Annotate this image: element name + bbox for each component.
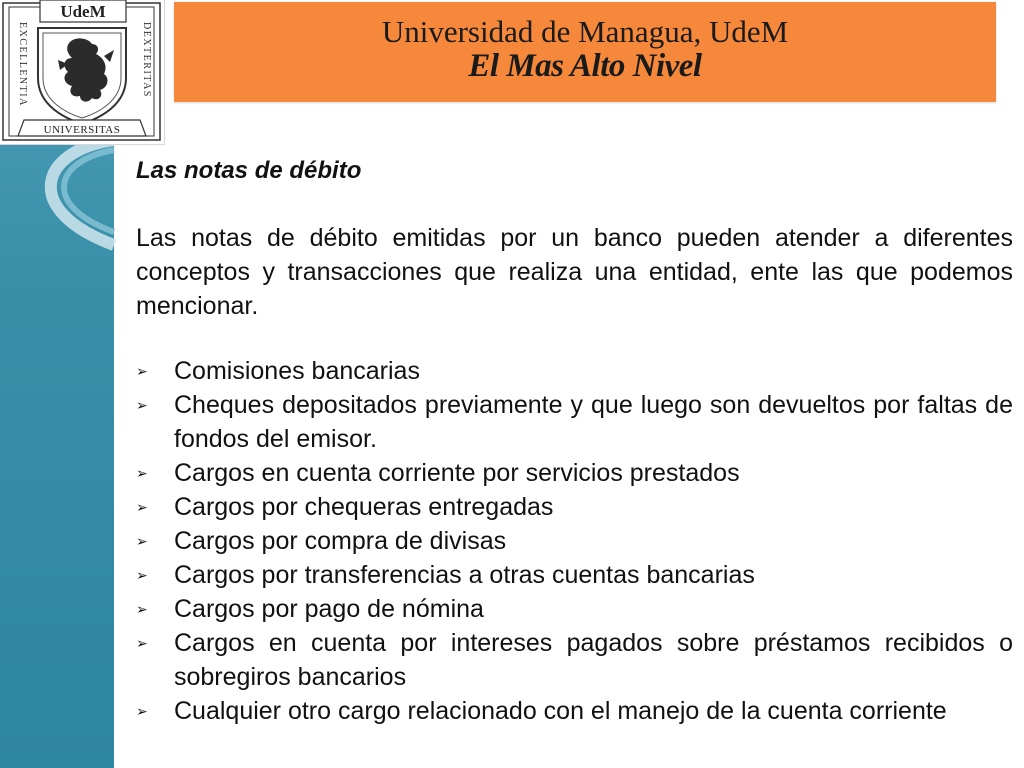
arrow-bullet-icon: ➢ [136,465,148,481]
arrow-bullet-icon: ➢ [136,533,148,549]
svg-text:UdeM: UdeM [60,2,106,21]
slide-content [136,152,1013,728]
arrow-bullet-icon: ➢ [136,363,148,379]
logo-left-text: EXCELLENTIA [17,22,28,107]
list-item [136,388,1013,456]
arrow-bullet-icon: ➢ [136,703,148,719]
list-item [136,354,1013,388]
list-item-text: Cargos en cuenta corriente por servicios prestados [174,459,740,487]
list-item [136,456,1013,490]
university-title: Universidad de Managua, UdeM [381,14,789,49]
arrow-bullet-icon: ➢ [136,601,148,617]
logo-right-text: DEXTERITAS [141,22,152,98]
list-item [136,592,1013,626]
list-item [136,694,1013,728]
list-item-text: Cargos por pago de nómina [174,595,484,623]
list-item [136,490,1013,524]
list-item [136,558,1013,592]
header-banner [174,2,996,102]
intro-paragraph: Las notas de débito emitidas por un banco pueden atender a diferentes conceptos y transacciones que realiza una entidad, ente las que podemos mencionar. [136,224,1013,320]
university-motto: El Mas Alto Nivel [468,48,702,84]
logo-bottom-text: UNIVERSITAS [43,124,121,136]
bullet-list [136,354,1013,728]
arrow-bullet-icon: ➢ [136,635,148,651]
list-item-text: Cargos por compra de divisas [174,527,507,555]
crest-icon [0,0,163,143]
arrow-bullet-icon: ➢ [136,397,148,413]
list-item-text: Cargos por transferencias a otras cuentas bancarias [174,561,755,589]
section-title: Las notas de débito [136,157,362,184]
list-item-text: Cheques depositados previamente y que luego son devueltos por faltas de fondos del emisor. [174,391,1013,453]
list-item-text: Cargos por chequeras entregadas [174,493,554,521]
list-item [136,524,1013,558]
list-item-text: Cualquier otro cargo relacionado con el manejo de la cuenta corriente [174,697,947,725]
arrow-bullet-icon: ➢ [136,499,148,515]
list-item [136,626,1013,694]
list-item-text: Cargos en cuenta por intereses pagados sobre préstamos recibidos o sobregiros bancarios [174,629,1013,691]
arrow-bullet-icon: ➢ [136,567,148,583]
list-item-text: Comisiones bancarias [174,357,420,385]
university-logo [0,0,165,145]
logo-top-text [40,0,126,22]
